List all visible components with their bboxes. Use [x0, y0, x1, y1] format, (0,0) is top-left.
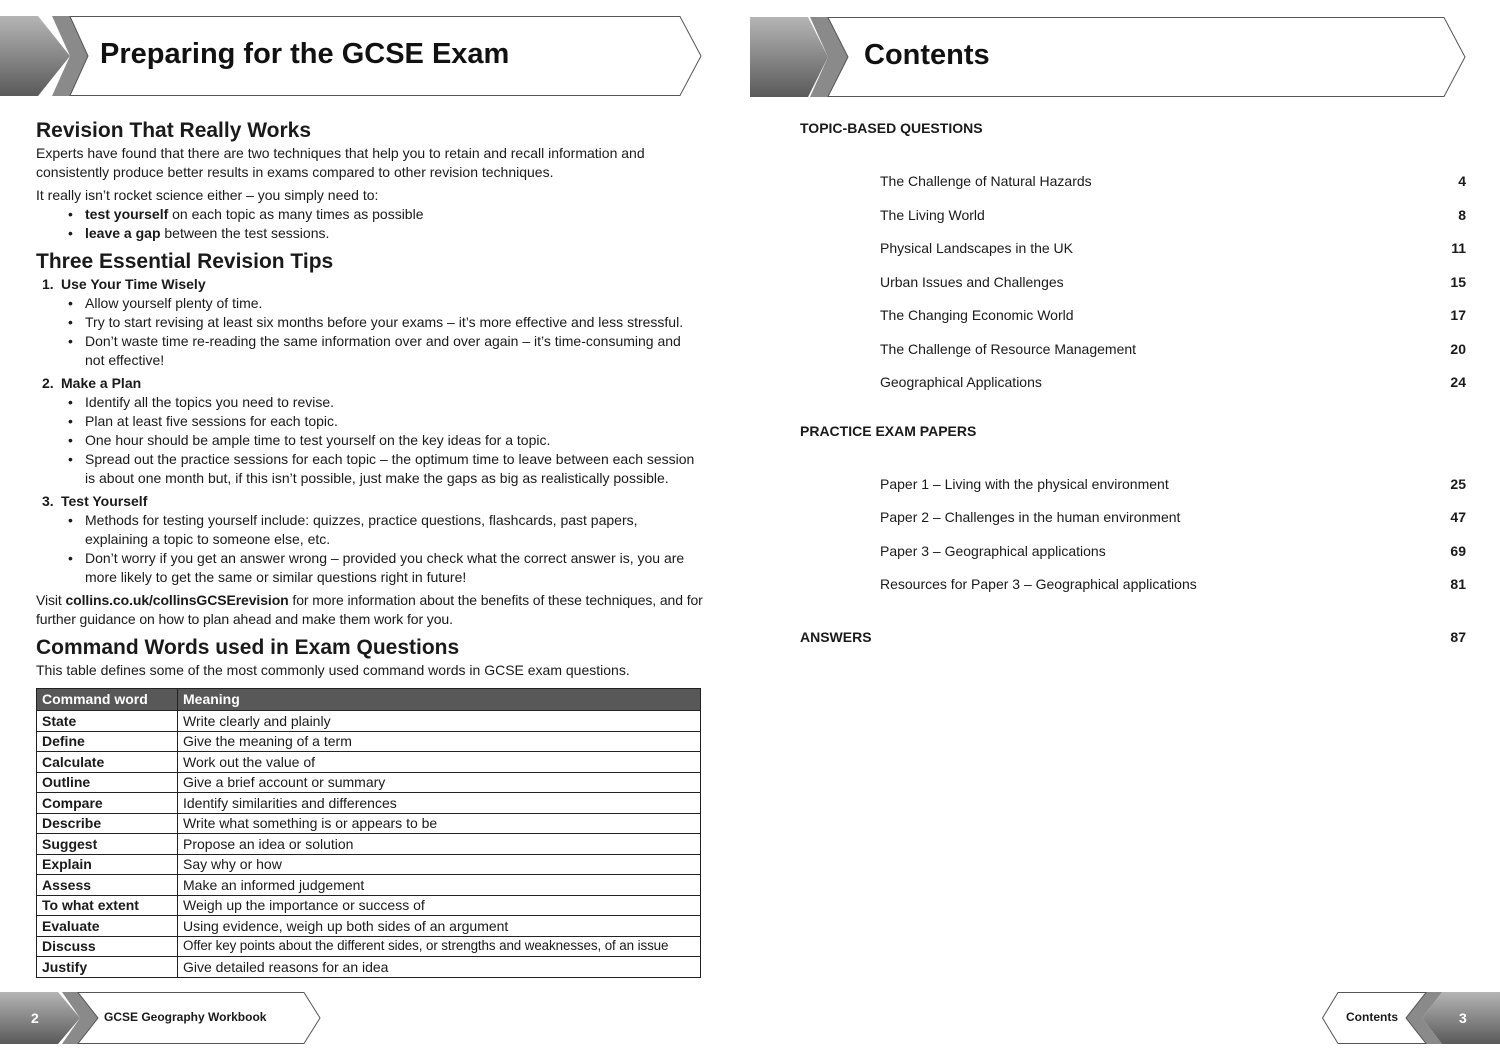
command-word: Assess — [37, 875, 178, 896]
table-row — [37, 834, 701, 855]
table-header-row — [37, 689, 701, 711]
command-word: Outline — [37, 772, 178, 793]
table-row — [37, 854, 701, 875]
col-command-word: Command word — [37, 689, 178, 711]
toc-entry[interactable] — [800, 474, 1466, 525]
command-word: Define — [37, 731, 178, 752]
right-page — [750, 0, 1500, 1061]
toc-page: 15 — [1450, 273, 1466, 290]
footer-label: GCSE Geography Workbook — [104, 1010, 267, 1024]
toc-page: 25 — [1450, 475, 1466, 492]
banner-arrow-graphic — [750, 17, 1468, 97]
table-row — [37, 752, 701, 773]
command-word: Explain — [37, 854, 178, 875]
toc-page: 8 — [1458, 206, 1466, 223]
list-item: • Spread out the practice sessions for each topic – the optimum time to leave between each session is about one month but, if this isn’t possible, just make the gaps as big as realistically possible. — [66, 450, 704, 488]
command-word: Describe — [37, 813, 178, 834]
tip-title: Make a Plan — [61, 375, 142, 391]
command-word: Evaluate — [37, 916, 178, 937]
tip-bullets — [66, 393, 704, 488]
toc-title: Paper 1 – Living with the physical environment — [880, 475, 1169, 492]
toc-title: The Living World — [880, 206, 985, 223]
list-item: • Plan at least five sessions for each topic. — [66, 412, 704, 431]
tip-number: 2. — [42, 375, 54, 391]
table-row — [37, 895, 701, 916]
command-meaning: Propose an idea or solution — [178, 834, 701, 855]
list-item: • Don’t waste time re-reading the same information over and over again – it’s time-consuming and not effective! — [66, 332, 704, 370]
command-meaning: Give a brief account or summary — [178, 772, 701, 793]
toc-entry[interactable] — [800, 441, 1466, 492]
command-meaning: Make an informed judgement — [178, 875, 701, 896]
page-number: 3 — [1459, 1010, 1467, 1026]
toc-title: Resources for Paper 3 – Geographical applications — [880, 576, 1197, 592]
toc-page: 69 — [1450, 542, 1466, 559]
command-meaning: Weigh up the importance or success of — [178, 895, 701, 916]
toc-section-heading: PRACTICE EXAM PAPERS — [800, 422, 977, 439]
revision-heading: Revision That Really Works — [36, 119, 312, 142]
toc-title: Paper 3 – Geographical applications — [880, 542, 1106, 559]
tips-heading: Three Essential Revision Tips — [36, 250, 334, 273]
page-title: Preparing for the GCSE Exam — [100, 38, 510, 70]
command-meaning: Using evidence, weigh up both sides of an argument — [178, 916, 701, 937]
toc-page: 20 — [1450, 340, 1466, 357]
list-item: • Don’t worry if you get an answer wrong – provided you check what the correct answer is, you are more likely to get the same or similar questions right in future! — [66, 549, 704, 587]
right-footer — [1322, 992, 1500, 1044]
toc-page: 24 — [1450, 374, 1466, 390]
command-word: Suggest — [37, 834, 178, 855]
left-footer — [0, 992, 325, 1044]
table-row — [37, 731, 701, 752]
visit-link[interactable]: collins.co.uk/collinsGCSErevision — [65, 592, 289, 608]
command-words-table — [36, 688, 701, 978]
table-row — [37, 772, 701, 793]
papers-list — [800, 441, 1466, 592]
revision-bullets — [66, 205, 704, 243]
command-word: Justify — [37, 957, 178, 978]
tip-heading — [36, 275, 704, 294]
tip-title: Use Your Time Wisely — [61, 276, 206, 292]
visit-paragraph — [36, 591, 704, 629]
toc-entry[interactable] — [800, 508, 1466, 559]
table-row — [37, 916, 701, 937]
command-meaning: Offer key points about the different sides, or strengths and weaknesses, of an issue — [178, 936, 701, 957]
toc-entry[interactable] — [800, 239, 1466, 290]
command-word: To what extent — [37, 895, 178, 916]
revision-lead: It really isn’t rocket science either – you simply need to: — [36, 187, 379, 203]
topic-list — [800, 138, 1466, 390]
bullet-bold-text: test yourself — [85, 206, 169, 222]
toc-entry[interactable] — [800, 339, 1466, 390]
tip-number: 3. — [42, 493, 54, 509]
table-row — [37, 875, 701, 896]
toc-title: Physical Landscapes in the UK — [880, 240, 1073, 256]
table-row — [37, 957, 701, 978]
bullet-text: between the test sessions. — [160, 225, 330, 241]
toc-page: 4 — [1458, 173, 1466, 189]
table-row — [37, 936, 701, 957]
table-row — [37, 813, 701, 834]
toc-title: Urban Issues and Challenges — [880, 273, 1064, 290]
command-meaning: Identify similarities and differences — [178, 793, 701, 814]
tip-bullets — [66, 511, 704, 587]
toc-title: The Challenge of Natural Hazards — [880, 173, 1092, 189]
command-meaning: Work out the value of — [178, 752, 701, 773]
bullet-bold-text: leave a gap — [85, 225, 161, 241]
tip-heading — [36, 374, 704, 393]
toc-entry[interactable] — [800, 306, 1466, 357]
left-content — [36, 116, 704, 978]
toc-entry[interactable] — [800, 272, 1466, 323]
tip-heading — [36, 492, 704, 511]
toc-page: 17 — [1450, 307, 1466, 323]
toc-entry[interactable] — [800, 172, 1466, 223]
toc-section-heading: TOPIC-BASED QUESTIONS — [800, 120, 983, 136]
list-item: • Identify all the topics you need to revise. — [66, 393, 704, 412]
contents-list — [800, 118, 1466, 647]
toc-page: 47 — [1450, 509, 1466, 525]
tip-number: 1. — [42, 276, 54, 292]
list-item: • Try to start revising at least six months before your exams – it’s more effective and less stressful. — [66, 313, 704, 332]
command-meaning: Write clearly and plainly — [178, 711, 701, 732]
toc-title: Geographical Applications — [880, 374, 1042, 390]
footer-label: Contents — [1346, 1010, 1398, 1024]
col-meaning: Meaning — [178, 689, 701, 711]
commands-intro: This table defines some of the most commonly used command words in GCSE exam questions. — [36, 662, 630, 678]
visit-prefix: Visit — [36, 592, 66, 608]
toc-page: 81 — [1450, 576, 1466, 592]
answers-heading: ANSWERS — [800, 628, 872, 645]
toc-entry[interactable] — [800, 627, 1466, 647]
left-title-banner — [0, 16, 705, 96]
revision-intro: Experts have found that there are two techniques that help you to retain and recall information and consistently produce better results in exams compared to other revision techniques. — [36, 145, 645, 180]
commands-heading: Command Words used in Exam Questions — [36, 636, 460, 659]
list-item: • Allow yourself plenty of time. — [66, 294, 704, 313]
tip-title: Test Yourself — [61, 493, 148, 509]
command-meaning: Say why or how — [178, 854, 701, 875]
toc-title: The Challenge of Resource Management — [880, 340, 1137, 357]
command-meaning: Give detailed reasons for an idea — [178, 957, 701, 978]
bullet-text: on each topic as many times as possible — [168, 206, 424, 222]
toc-entry[interactable] — [800, 541, 1466, 592]
command-meaning: Write what something is or appears to be — [178, 813, 701, 834]
right-title-banner — [750, 17, 1468, 97]
table-row — [37, 711, 701, 732]
toc-entry[interactable] — [800, 205, 1466, 256]
toc-title: Paper 2 – Challenges in the human environment — [880, 509, 1181, 525]
toc-title: The Changing Economic World — [880, 307, 1074, 323]
tip-bullets — [66, 294, 704, 370]
command-word: Calculate — [37, 752, 178, 773]
list-item — [66, 224, 704, 243]
page-title: Contents — [864, 39, 990, 71]
toc-page: 11 — [1451, 240, 1466, 256]
toc-entry[interactable] — [800, 138, 1466, 189]
command-word: Discuss — [37, 936, 178, 957]
table-row — [37, 793, 701, 814]
page-number: 2 — [31, 1010, 39, 1026]
visit-suffix: for more information about the benefits of these techniques, and for further guidance on how to plan ahead and make them work for you. — [36, 592, 703, 627]
list-item: • Methods for testing yourself include: quizzes, practice questions, flashcards, past papers, explaining a topic to someone else, etc. — [66, 511, 704, 549]
list-item — [66, 205, 704, 224]
answers-page: 87 — [1450, 628, 1466, 645]
command-meaning: Give the meaning of a term — [178, 731, 701, 752]
command-word: Compare — [37, 793, 178, 814]
list-item: • One hour should be ample time to test yourself on the key ideas for a topic. — [66, 431, 704, 450]
command-word: State — [37, 711, 178, 732]
